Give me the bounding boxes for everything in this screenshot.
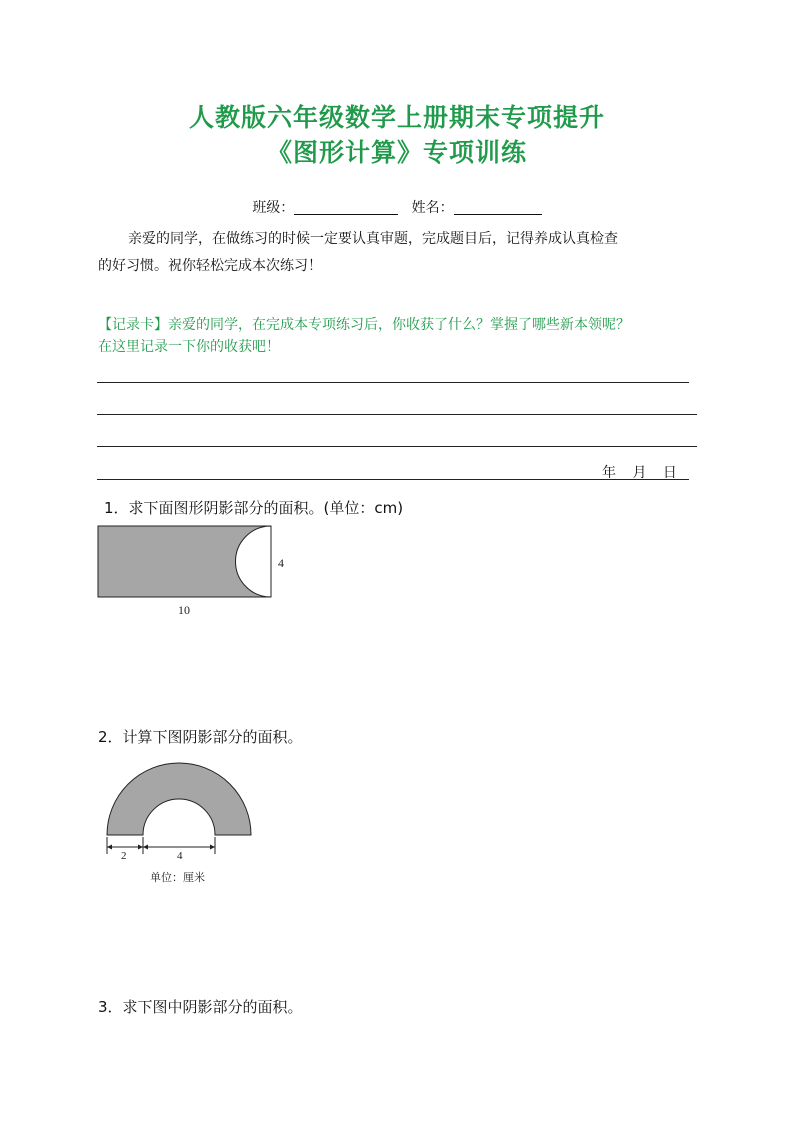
figure-1-height-label: 4 <box>278 556 284 570</box>
figure-1 <box>92 522 302 622</box>
figure-1-width-label: 10 <box>178 603 190 617</box>
question-1: 1．求下面图形阴影部分的面积。(单位：cm) <box>104 499 404 517</box>
question-3: 3．求下图中阴影部分的面积。 <box>98 998 303 1016</box>
intro-line-1: 亲爱的同学，在做练习的时候一定要认真审题，完成题目后，记得养成认真检查 <box>128 231 618 247</box>
intro-paragraph <box>98 226 698 280</box>
record-rule-3 <box>97 446 697 447</box>
class-label: 班级： <box>252 200 295 216</box>
title-line-1: 人教版六年级数学上册期末专项提升 <box>188 103 605 132</box>
intro-line-2: 的好习惯。祝你轻松完成本次练习！ <box>98 258 322 274</box>
figure-2 <box>100 762 260 892</box>
figure-2-unit-label: 单位：厘米 <box>150 871 205 884</box>
title-line-2: 《图形计算》专项训练 <box>266 138 527 167</box>
record-rule-1 <box>97 382 689 383</box>
student-info-row <box>0 197 794 217</box>
figure-1-shaded-region <box>98 526 271 597</box>
record-rule-4 <box>97 479 689 480</box>
date-label: 年 月 日 <box>602 465 677 481</box>
record-card <box>98 314 718 358</box>
record-line-2: 在这里记录一下你的收获吧！ <box>98 339 280 355</box>
name-label: 姓名： <box>411 200 454 216</box>
question-2: 2．计算下图阴影部分的面积。 <box>98 728 303 746</box>
figure-2-shaded-ring <box>107 763 251 835</box>
record-line-1: 【记录卡】亲爱的同学，在完成本专项练习后，你收获了什么？掌握了哪些新本领呢？ <box>98 317 630 333</box>
class-blank[interactable] <box>294 200 398 215</box>
record-rule-2 <box>97 414 697 415</box>
figure-2-dim-right-label: 4 <box>177 850 183 862</box>
name-blank[interactable] <box>454 200 542 215</box>
figure-2-dim-left-label: 2 <box>121 850 127 862</box>
